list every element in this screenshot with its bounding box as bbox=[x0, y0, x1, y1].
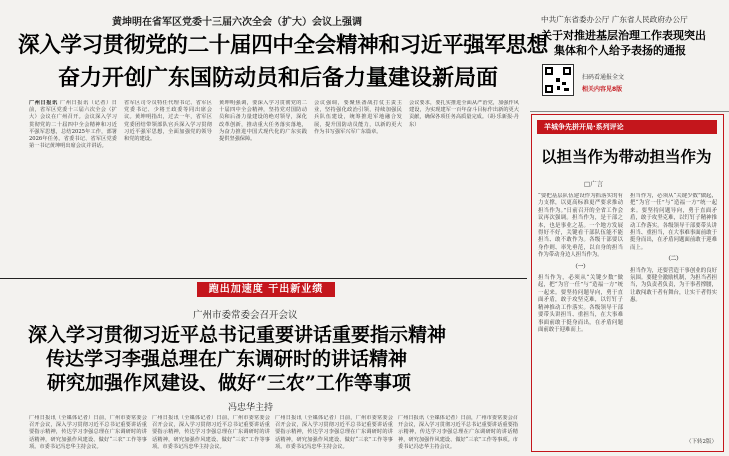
bottom-story-col-3 bbox=[275, 415, 393, 455]
bottom-story-headline-line1: 深入学习贯彻习近平总书记重要讲话重要指示精神 bbox=[28, 324, 447, 346]
top-story-col-4 bbox=[314, 100, 402, 272]
top-story-text-5: 会议要求，要扎实推进全面从严治党，加强作风建设，为实现建军一百年奋斗目标作出新的更大贡献，确保各项任务高质量完成。（胡·乐新报·丹 东） bbox=[409, 100, 519, 128]
bottom-story-col-4 bbox=[398, 415, 518, 455]
notice-headline-line2: 集体和个人给予表扬的通报 bbox=[554, 44, 686, 57]
commentary-text-1: “要把基层队伍建设作为抓落实的有力支撑，以更高标准更严要求推动担当作为。”日前召开的全省工作会议再次强调。担当作为，是干部之本，也是事业之基。一个地方发展得好不好，关键看干部队伍能不能担当、敢不敢作为。各级干部要以身作则、率先垂范，以自身的担当作为带动身边人担当作为。 bbox=[538, 193, 623, 259]
divider-top-story bbox=[0, 278, 527, 279]
bottom-story bbox=[0, 300, 527, 456]
bottom-story-headline-line2: 传达学习李强总理在广东调研时的讲话精神 bbox=[46, 348, 408, 370]
top-story-col-3 bbox=[219, 100, 307, 272]
commentary-col-1 bbox=[538, 193, 623, 445]
commentary-box bbox=[531, 114, 724, 452]
slogan-banner: 跑出加速度 干出新业绩 bbox=[197, 282, 335, 297]
qr-caption-2: 相关内容见8版 bbox=[582, 86, 623, 93]
top-story-text-1: 广州日报讯（记者）日前，省军区党委十三届六次全会（扩大）会议在广州召开。会议深入学习贯彻党的二十届四中全会精神和习近平强军思想，总结2025年工作，部署2026年任务。省委书记、省军区党委第一书记黄坤明出席会议并讲话。 bbox=[29, 100, 117, 150]
commentary-text-2b: 担当作为，必须从“关键少数”做起，把“为官一任”与“造福一方”统一起来。要坚持问题导向，勇于直面矛盾，敢于攻坚克难，以钉钉子精神推动工作落实。各级领导干部要带头讲担当、重担当，在大事难事面前敢于挺身而出，在矛盾问题面前敢于迎难而上。 bbox=[630, 193, 717, 251]
commentary-continued: （下转2版） bbox=[686, 439, 717, 445]
commentary-title: 以担当作为带动担当作为 bbox=[541, 147, 712, 166]
notice-headline-line1: 关于对推进基层治理工作表现突出 bbox=[541, 29, 706, 42]
top-story-col-5 bbox=[409, 100, 519, 272]
bottom-story-col-1 bbox=[29, 415, 147, 455]
divider-notice bbox=[530, 111, 729, 112]
commentary-subhead-2: （二） bbox=[665, 256, 682, 263]
bottom-story-col-2 bbox=[152, 415, 270, 455]
top-story bbox=[0, 0, 549, 276]
bottom-story-presider: 冯忠华主持 bbox=[228, 403, 274, 413]
bottom-story-text: 广州日报讯（全媒体记者）日前，广州市委常委会召开会议，深入学习贯彻习近平总书记重要讲话重要指示精神，传达学习李强总理在广东调研时的讲话精神，研究加强作风建设、做好“三农”工作等事项。市委书记冯忠华主持会议。 bbox=[29, 415, 147, 450]
top-story-col-2 bbox=[124, 100, 212, 272]
top-story-text-3: 黄坤明强调，要深入学习贯彻党的二十届四中全会精神，坚持党对国防动员和后备力量建设的绝对领导，深化改革创新，推动重大任务落实落地，为奋力推进中国式现代化的广东实践提供坚强保障。 bbox=[219, 100, 307, 143]
qr-caption-1: 扫码看通报全文 bbox=[582, 74, 625, 81]
bottom-story-text-2: 广州日报讯（全媒体记者）日前，广州市委常委会召开会议，深入学习贯彻习近平总书记重要讲话重要指示精神，传达学习李强总理在广东调研时的讲话精神，研究加强作风建设、做好“三农”工作等事项。市委书记冯忠华主持会议。 bbox=[152, 415, 270, 450]
top-story-text-2: 省军区司令员特任代理书记、省军区党委书记、少将王政委等同出席会议。黄坤明指出，过去一年，省军区党委团结带领部队官兵深入学习贯彻习近平强军思想，全面加强党的领导和党的建设。 bbox=[124, 100, 212, 143]
bottom-story-kicker: 广州市委常委会召开会议 bbox=[193, 310, 298, 321]
bottom-story-text-3: 广州日报讯（全媒体记者）日前，广州市委常委会召开会议，深入学习贯彻习近平总书记重要讲话重要指示精神，传达学习李强总理在广东调研时的讲话精神，研究加强作风建设、做好“三农”工作等事项。市委书记冯忠华主持会议。 bbox=[275, 415, 393, 450]
commentary-col-2 bbox=[630, 193, 717, 433]
top-story-byline: 广州日报讯 bbox=[29, 100, 58, 106]
top-story-headline-line1: 深入学习贯彻党的二十届四中全会精神和习近平强军思想 bbox=[18, 33, 549, 58]
commentary-text-2: 担当作为，必须从“关键少数”做起，把“为官一任”与“造福一方”统一起来。要坚持问题导向，勇于直面矛盾，敢于攻坚克难，以钉钉子精神推动工作落实。各级领导干部要带头讲担当、重担当，在大事难事面前敢于挺身而出，在矛盾问题面前敢于迎难而上。 bbox=[538, 275, 623, 333]
top-story-kicker: 黄坤明在省军区党委十三届六次全会（扩大）会议上强调 bbox=[112, 17, 362, 28]
commentary-text-3: 担当作为，还要营造干事创业的良好氛围。要健全激励机制，为担当者担当，为负责者负责，为干事者撑腰，让敢闯敢干者有舞台，让实干者得实惠。 bbox=[630, 267, 717, 304]
top-story-text-4: 会议强调，要聚焦备战打仗主责主业，坚持强化政治引领，持续加强民兵队伍建设，统筹推进军地融合发展，提升国防动员能力，以新的更大作为书写强军兴军广东篇章。 bbox=[314, 100, 402, 135]
commentary-series-label: 羊城争先拼开局·系列评论 bbox=[544, 123, 624, 131]
top-story-col-1 bbox=[29, 100, 117, 272]
bottom-story-text-4: 广州日报讯（全媒体记者）日前，广州市委常委会召开会议，深入学习贯彻习近平总书记重要讲话重要指示精神，传达学习李强总理在广东调研时的讲话精神，研究加强作风建设、做好“三农”工作等事项。市委书记冯忠华主持会议。 bbox=[398, 415, 518, 450]
commentary-subhead-1: （一） bbox=[572, 263, 589, 270]
notice-kicker: 中共广东省委办公厅 广东省人民政府办公厅 bbox=[541, 15, 688, 24]
bottom-story-headline-line3: 研究加强作风建设、做好“三农”工作等事项 bbox=[47, 372, 411, 394]
commentary-author: □广言 bbox=[584, 180, 604, 188]
notice-block bbox=[530, 0, 729, 112]
top-story-headline-line2: 奋力开创广东国防动员和后备力量建设新局面 bbox=[58, 65, 499, 91]
qr-code[interactable] bbox=[542, 64, 574, 96]
